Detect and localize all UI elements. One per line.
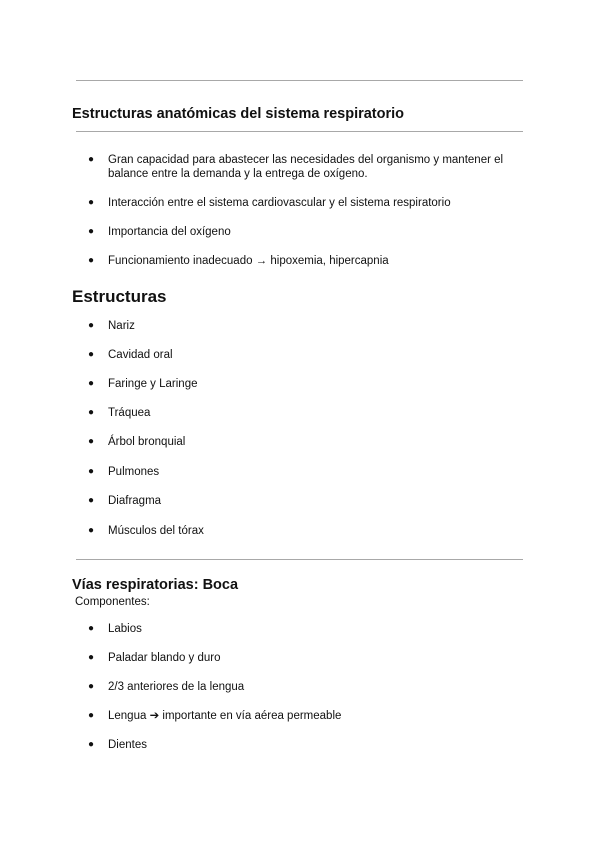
bullet-icon: ●: [88, 525, 95, 536]
bullet-icon: ●: [88, 320, 95, 331]
bullet-icon: ●: [88, 739, 95, 750]
section-title-underline: [76, 131, 523, 132]
list-item-text: Interacción entre el sistema cardiovascular y el sistema respiratorio: [108, 197, 451, 209]
list-item-text: Faringe y Laringe: [108, 378, 198, 390]
list-item-text: Nariz: [108, 320, 135, 332]
list-item-text: Cavidad oral: [108, 349, 173, 361]
list-item-text: Tráquea: [108, 407, 151, 419]
components-label: Componentes:: [75, 596, 150, 608]
section-title-anatomical-structures: Estructuras anatómicas del sistema respiratorio: [72, 106, 405, 122]
section-title-airways-mouth: Vías respiratorias: Boca: [72, 577, 239, 593]
list-item-text: Pulmones: [108, 466, 160, 478]
list-item-text: Lengua ➔ importante en vía aérea permeable: [108, 710, 342, 722]
list-item-text: Diafragma: [108, 495, 162, 507]
top-divider: [76, 80, 523, 81]
list-item-text: Dientes: [108, 739, 147, 751]
list-item-text: Labios: [108, 623, 142, 635]
bullet-icon: ●: [88, 255, 95, 266]
list-item-text: Funcionamiento inadecuado → hipoxemia, hipercapnia: [108, 255, 389, 267]
bullet-icon: ●: [88, 378, 95, 389]
bullet-icon: ●: [88, 407, 95, 418]
bullet-icon: ●: [88, 226, 95, 237]
section-title-structures: Estructuras: [72, 287, 167, 306]
bullet-icon: ●: [88, 154, 95, 165]
list-item-text: Importancia del oxígeno: [108, 226, 231, 238]
section-divider: [76, 559, 523, 560]
list-item-text: 2/3 anteriores de la lengua: [108, 681, 245, 693]
bullet-icon: ●: [88, 197, 95, 208]
bullet-icon: ●: [88, 436, 95, 447]
bullet-icon: ●: [88, 466, 95, 477]
bullet-icon: ●: [88, 710, 95, 721]
bullet-icon: ●: [88, 652, 95, 663]
bullet-icon: ●: [88, 349, 95, 360]
bullet-icon: ●: [88, 623, 95, 634]
list-item-text: Paladar blando y duro: [108, 652, 221, 664]
list-item-text: Árbol bronquial: [108, 436, 186, 448]
bullet-icon: ●: [88, 681, 95, 692]
list-item-text: Músculos del tórax: [108, 525, 204, 537]
bullet-icon: ●: [88, 495, 95, 506]
list-item-text: Gran capacidad para abastecer las necesidades del organismo y mantener el balance entre la demanda y la entrega de oxígeno.: [108, 154, 504, 180]
